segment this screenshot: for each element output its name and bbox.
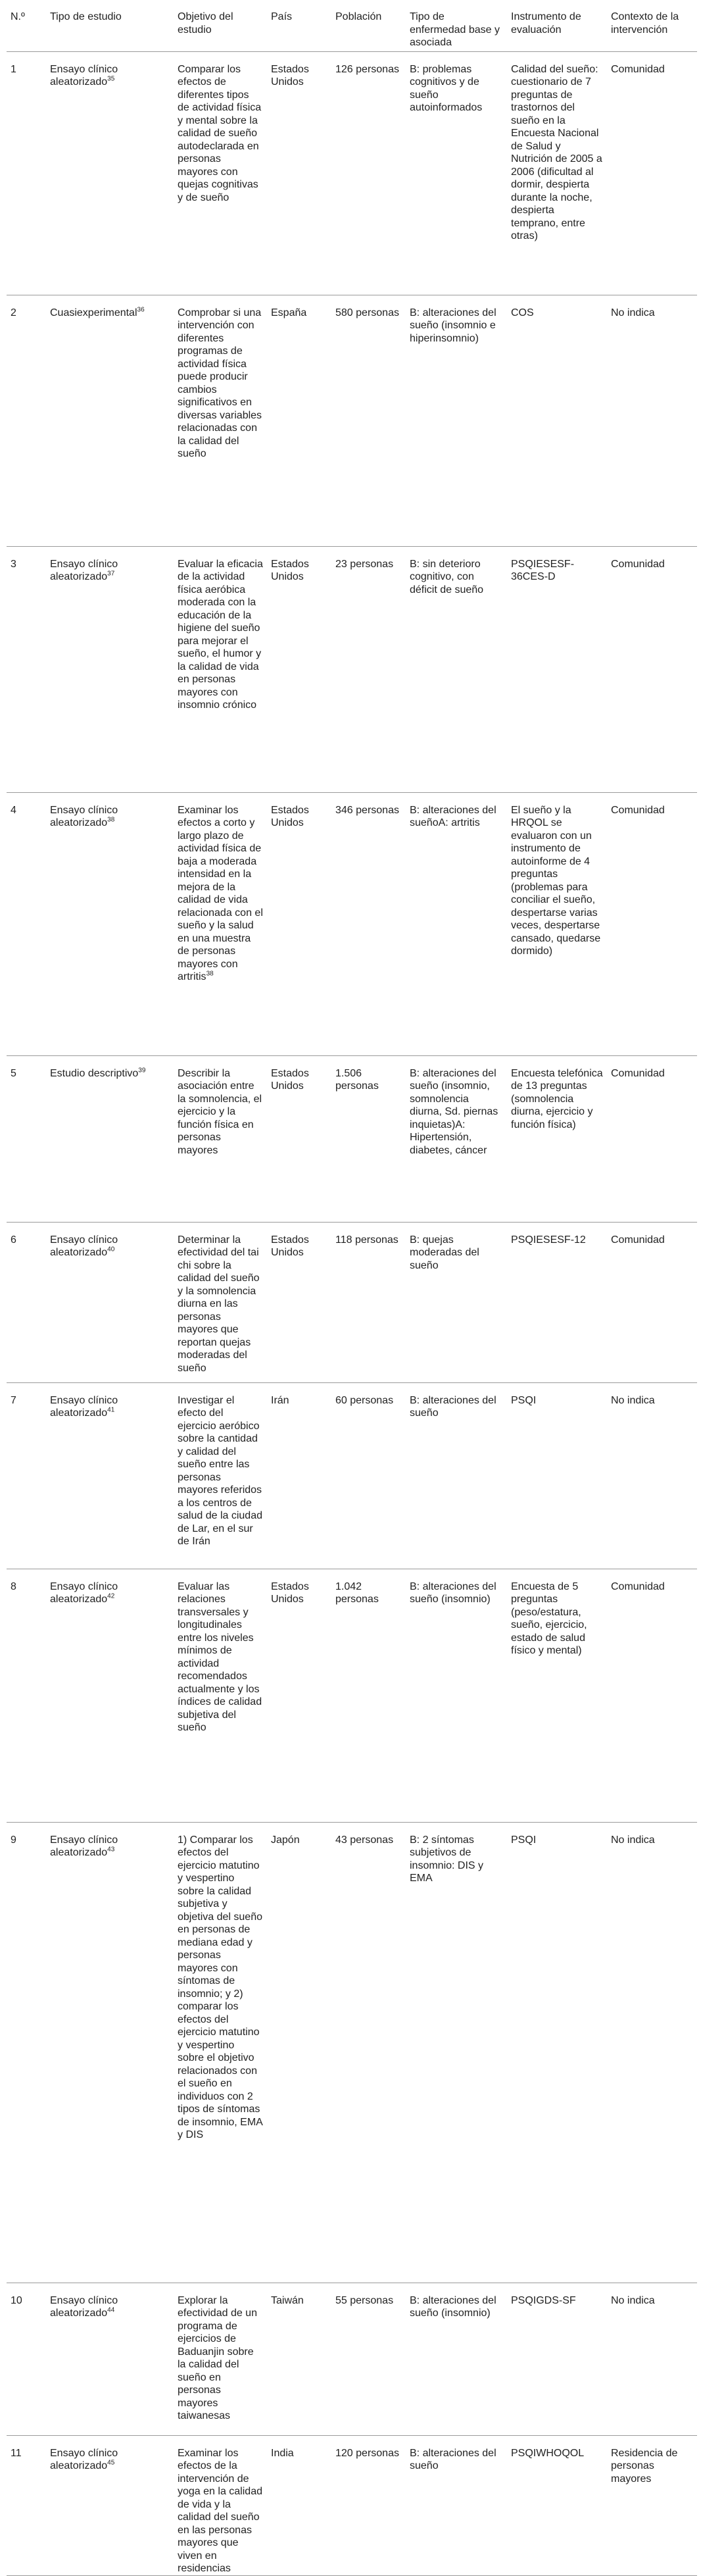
cell-context (607, 1569, 697, 1822)
cell-instrument-text: El sueño y la HRQOL se evaluaron con un instrumento de autoinforme de 4 preguntas (problemas para conciliar el sueño, despertarse varias veces, despertarse cansado, quedarse dormido) (511, 804, 601, 957)
cell-objective-text: Investigar el efecto del ejercicio aeróbico sobre la cantidad y calidad del sueño entre las personas mayores referidos a los centros de salud de la ciudad de Lar, en el sur de Irán (178, 1394, 262, 1547)
cell-number-text: 6 (11, 1234, 16, 1246)
cell-instrument (507, 1822, 607, 2283)
studies-table (7, 3, 697, 2576)
cell-instrument (507, 1055, 607, 1222)
cell-instrument (507, 295, 607, 546)
cell-population-text: 1.506 personas (335, 1067, 379, 1092)
cell-population-text: 43 personas (335, 1834, 394, 1846)
cell-instrument-text: PSQI (511, 1394, 537, 1406)
cell-study-type-text: Ensayo clínico aleatorizado (50, 2294, 118, 2319)
table-row (7, 1382, 697, 1569)
cell-study-type-text: Ensayo clínico aleatorizado (50, 1394, 118, 1419)
header-context: Contexto de la intervención (607, 3, 697, 51)
cell-context-text: No indica (611, 2294, 655, 2306)
header-population: Población (331, 3, 406, 51)
reference-number: 44 (107, 2306, 115, 2314)
cell-study-type (46, 546, 174, 792)
cell-population (331, 1055, 406, 1222)
header-disease: Tipo de enfermedad base y asociada (406, 3, 507, 51)
cell-country (267, 1822, 331, 2283)
cell-population (331, 792, 406, 1055)
cell-study-type-text: Ensayo clínico aleatorizado (50, 558, 118, 582)
cell-population (331, 1822, 406, 2283)
cell-country (267, 2283, 331, 2435)
cell-population (331, 1222, 406, 1382)
cell-context (607, 2435, 697, 2575)
cell-study-type (46, 1055, 174, 1222)
cell-number (7, 2435, 46, 2575)
cell-number-text: 9 (11, 1834, 16, 1846)
cell-objective-text: Examinar los efectos a corto y largo plazo de actividad física de baja a moderada intensidad en la mejora de la calidad de vida relacionada con el sueño y la salud en una muestra de personas mayores con artritis (178, 804, 263, 982)
cell-instrument (507, 546, 607, 792)
cell-country (267, 1382, 331, 1569)
cell-population (331, 2283, 406, 2435)
reference-number: 41 (107, 1406, 115, 1414)
cell-population (331, 2435, 406, 2575)
cell-context-text: Comunidad (611, 1580, 665, 1592)
cell-study-type (46, 51, 174, 295)
cell-instrument-text: PSQIESESF-12 (511, 1234, 586, 1246)
cell-study-type (46, 295, 174, 546)
cell-disease (406, 1569, 507, 1822)
cell-country-text: Estados Unidos (271, 1234, 309, 1258)
cell-objective-text: 1) Comparar los efectos del ejercicio matutino y vespertino sobre la calidad subjetiva y objetiva del sueño en personas de mediana edad y personas mayores con síntomas de insomnio; y 2) comparar los efectos del ejercicio matutino y vespertino sobre el objetivo relacionados con el sueño en individuos con 2 tipos de síntomas de insomnio, EMA y DIS (178, 1834, 262, 2140)
cell-population (331, 1382, 406, 1569)
cell-objective (174, 51, 267, 295)
cell-population (331, 546, 406, 792)
cell-study-type-text: Ensayo clínico aleatorizado (50, 1234, 118, 1258)
cell-number-text: 11 (11, 2447, 22, 2459)
cell-instrument-text: COS (511, 307, 534, 318)
cell-country-text: España (271, 307, 307, 318)
cell-disease-text: B: 2 síntomas subjetivos de insomnio: DIS y EMA (410, 1834, 484, 1884)
cell-disease-text: B: alteraciones del sueño (insomnio) (410, 1580, 496, 1605)
cell-population-text: 580 personas (335, 307, 399, 318)
table-row (7, 2435, 697, 2575)
cell-disease (406, 2435, 507, 2575)
table-header-row (7, 3, 697, 51)
cell-disease (406, 1822, 507, 2283)
cell-instrument (507, 1569, 607, 1822)
cell-country-text: India (271, 2447, 294, 2459)
header-study-type: Tipo de estudio (46, 3, 174, 51)
table-row (7, 1055, 697, 1222)
cell-number-text: 8 (11, 1580, 16, 1592)
cell-disease-text: B: sin deterioro cognitivo, con déficit de sueño (410, 558, 484, 595)
cell-country-text: Estados Unidos (271, 63, 309, 88)
table-row (7, 546, 697, 792)
cell-country (267, 1569, 331, 1822)
cell-instrument-text: Encuesta de 5 preguntas (peso/estatura, sueño, ejercicio, estado de salud físico y mental) (511, 1580, 587, 1656)
cell-disease-text: B: alteraciones del sueño (insomnio, somnolencia diurna, Sd. piernas inquietas)A: Hipertensión, diabetes, cáncer (410, 1067, 498, 1156)
cell-disease (406, 792, 507, 1055)
cell-number (7, 1222, 46, 1382)
cell-objective (174, 2283, 267, 2435)
cell-instrument-text: Calidad del sueño: cuestionario de 7 preguntas de trastornos del sueño en la Encuesta Nacional de Salud y Nutrición de 2005 a 2006 (dificultad al dormir, despierta durante la noche, despierta temprano, entre otras) (511, 63, 602, 241)
cell-study-type-text: Ensayo clínico aleatorizado (50, 804, 118, 828)
cell-context (607, 1222, 697, 1382)
cell-number-text: 7 (11, 1394, 16, 1406)
reference-number: 35 (107, 75, 115, 83)
cell-objective-text: Describir la asociación entre la somnolencia, el ejercicio y la función física en personas mayores (178, 1067, 262, 1156)
reference-number: 39 (138, 1067, 146, 1074)
reference-number: 40 (107, 1246, 115, 1253)
cell-study-type-text: Ensayo clínico aleatorizado (50, 63, 118, 88)
cell-disease-text: B: quejas moderadas del sueño (410, 1234, 479, 1271)
cell-population-text: 1.042 personas (335, 1580, 379, 1605)
cell-country-text: Estados Unidos (271, 1067, 309, 1092)
cell-instrument-text: PSQI (511, 1834, 537, 1846)
cell-disease-text: B: problemas cognitivos y de sueño autoinformados (410, 63, 483, 113)
cell-number (7, 295, 46, 546)
cell-population-text: 120 personas (335, 2447, 399, 2459)
cell-objective-text: Examinar los efectos de la intervención de yoga en la calidad de vida y la calidad del sueño en las personas mayores que viven en residencias (178, 2447, 262, 2574)
cell-country-text: Estados Unidos (271, 1580, 309, 1605)
cell-instrument (507, 1222, 607, 1382)
table-row (7, 1222, 697, 1382)
cell-context-text: No indica (611, 1394, 655, 1406)
cell-country (267, 51, 331, 295)
header-country: País (267, 3, 331, 51)
cell-number (7, 546, 46, 792)
cell-study-type-text: Ensayo clínico aleatorizado (50, 2447, 118, 2471)
reference-number: 45 (107, 2459, 115, 2467)
cell-study-type (46, 792, 174, 1055)
cell-number (7, 1055, 46, 1222)
cell-country (267, 546, 331, 792)
reference-number: 36 (137, 306, 145, 314)
cell-objective (174, 1382, 267, 1569)
cell-instrument-text: PSQIGDS-SF (511, 2294, 576, 2306)
cell-objective (174, 1055, 267, 1222)
cell-population-text: 23 personas (335, 558, 394, 570)
cell-population-text: 126 personas (335, 63, 399, 75)
cell-population (331, 1569, 406, 1822)
cell-context (607, 792, 697, 1055)
cell-study-type-text: Ensayo clínico aleatorizado (50, 1580, 118, 1605)
cell-disease (406, 295, 507, 546)
cell-instrument (507, 2283, 607, 2435)
table-row (7, 2283, 697, 2435)
cell-study-type (46, 2283, 174, 2435)
cell-country-text: Japón (271, 1834, 300, 1846)
cell-number (7, 51, 46, 295)
cell-instrument-text: Encuesta telefónica de 13 preguntas (somnolencia diurna, ejercicio y función física) (511, 1067, 603, 1130)
cell-disease-text: B: alteraciones del sueño (410, 2447, 496, 2471)
cell-disease-text: B: alteraciones del sueño (410, 1394, 496, 1419)
cell-study-type (46, 1222, 174, 1382)
cell-number (7, 1382, 46, 1569)
cell-number-text: 10 (11, 2294, 22, 2306)
cell-disease (406, 546, 507, 792)
cell-objective (174, 1822, 267, 2283)
cell-objective (174, 2435, 267, 2575)
cell-country-text: Irán (271, 1394, 289, 1406)
cell-country-text: Estados Unidos (271, 804, 309, 828)
cell-country (267, 1222, 331, 1382)
reference-number: 38 (206, 970, 214, 978)
cell-objective-text: Comparar los efectos de diferentes tipos de actividad física y mental sobre la calidad de sueño autodeclarada en personas mayores con quejas cognitivas y de sueño (178, 63, 262, 203)
cell-country (267, 792, 331, 1055)
cell-objective (174, 1569, 267, 1822)
cell-context (607, 1055, 697, 1222)
cell-study-type-text: Cuasiexperimental (50, 307, 137, 318)
cell-instrument-text: PSQIESESF-36CES-D (511, 558, 575, 582)
cell-number-text: 5 (11, 1067, 16, 1079)
cell-context-text: Residencia de personas mayores (611, 2447, 678, 2485)
cell-disease (406, 2283, 507, 2435)
cell-disease-text: B: alteraciones del sueñoA: artritis (410, 804, 496, 828)
cell-disease (406, 51, 507, 295)
cell-context-text: Comunidad (611, 1234, 665, 1246)
cell-instrument (507, 51, 607, 295)
table-row (7, 792, 697, 1055)
cell-country (267, 295, 331, 546)
cell-context (607, 546, 697, 792)
cell-study-type-text: Estudio descriptivo (50, 1067, 139, 1079)
cell-context-text: Comunidad (611, 63, 665, 75)
cell-country (267, 1055, 331, 1222)
cell-number (7, 792, 46, 1055)
cell-objective (174, 546, 267, 792)
table-row (7, 1569, 697, 1822)
cell-instrument (507, 1382, 607, 1569)
cell-population-text: 55 personas (335, 2294, 394, 2306)
cell-objective-text: Evaluar la eficacia de la actividad física aeróbica moderada con la educación de la higiene del sueño para mejorar el sueño, el humor y la calidad de vida en personas mayores con insomnio crónico (178, 558, 263, 711)
cell-objective (174, 792, 267, 1055)
cell-disease-text: B: alteraciones del sueño (insomnio e hiperinsomnio) (410, 307, 496, 344)
cell-disease (406, 1222, 507, 1382)
cell-study-type (46, 1822, 174, 2283)
reference-number: 37 (107, 570, 115, 578)
cell-instrument (507, 2435, 607, 2575)
cell-context-text: Comunidad (611, 558, 665, 570)
table-row (7, 1822, 697, 2283)
cell-number (7, 2283, 46, 2435)
cell-number-text: 3 (11, 558, 16, 570)
cell-country-text: Taiwán (271, 2294, 304, 2306)
cell-context-text: Comunidad (611, 1067, 665, 1079)
cell-objective (174, 1222, 267, 1382)
header-number: N.º (7, 3, 46, 51)
cell-population (331, 295, 406, 546)
cell-context (607, 295, 697, 546)
cell-study-type (46, 2435, 174, 2575)
header-objective: Objetivo del estudio (174, 3, 267, 51)
cell-population-text: 60 personas (335, 1394, 394, 1406)
header-instrument: Instrumento de evaluación (507, 3, 607, 51)
cell-disease (406, 1055, 507, 1222)
cell-instrument (507, 792, 607, 1055)
cell-context (607, 2283, 697, 2435)
table-row (7, 295, 697, 546)
cell-context-text: No indica (611, 1834, 655, 1846)
cell-country (267, 2435, 331, 2575)
cell-context (607, 51, 697, 295)
cell-number (7, 1569, 46, 1822)
cell-population (331, 51, 406, 295)
cell-study-type (46, 1569, 174, 1822)
cell-context (607, 1822, 697, 2283)
cell-objective (174, 295, 267, 546)
cell-objective-text: Explorar la efectividad de un programa de ejercicios de Baduanjin sobre la calidad del sueño en personas mayores taiwanesas (178, 2294, 257, 2421)
reference-number: 38 (107, 816, 115, 824)
cell-number (7, 1822, 46, 2283)
table-row (7, 51, 697, 295)
cell-population-text: 118 personas (335, 1234, 399, 1246)
cell-number-text: 1 (11, 63, 16, 75)
cell-country-text: Estados Unidos (271, 558, 309, 582)
cell-context-text: No indica (611, 307, 655, 318)
cell-objective-text: Determinar la efectividad del tai chi sobre la calidad del sueño y la somnolencia diurna en las personas mayores que reportan quejas moderadas del sueño (178, 1234, 260, 1374)
cell-disease-text: B: alteraciones del sueño (insomnio) (410, 2294, 496, 2319)
reference-number: 42 (107, 1592, 115, 1600)
cell-context-text: Comunidad (611, 804, 665, 816)
cell-number-text: 2 (11, 307, 16, 318)
cell-population-text: 346 personas (335, 804, 399, 816)
cell-study-type (46, 1382, 174, 1569)
reference-number: 43 (107, 1846, 115, 1854)
cell-number-text: 4 (11, 804, 16, 816)
cell-objective-text: Evaluar las relaciones transversales y longitudinales entre los niveles mínimos de actividad recomendados actualmente y los índices de calidad subjetiva del sueño (178, 1580, 262, 1733)
cell-context (607, 1382, 697, 1569)
cell-disease (406, 1382, 507, 1569)
cell-objective-text: Comprobar si una intervención con diferentes programas de actividad física puede producir cambios significativos en diversas variables relacionadas con la calidad del sueño (178, 307, 262, 459)
cell-study-type-text: Ensayo clínico aleatorizado (50, 1834, 118, 1858)
cell-instrument-text: PSQIWHOQOL (511, 2447, 585, 2459)
